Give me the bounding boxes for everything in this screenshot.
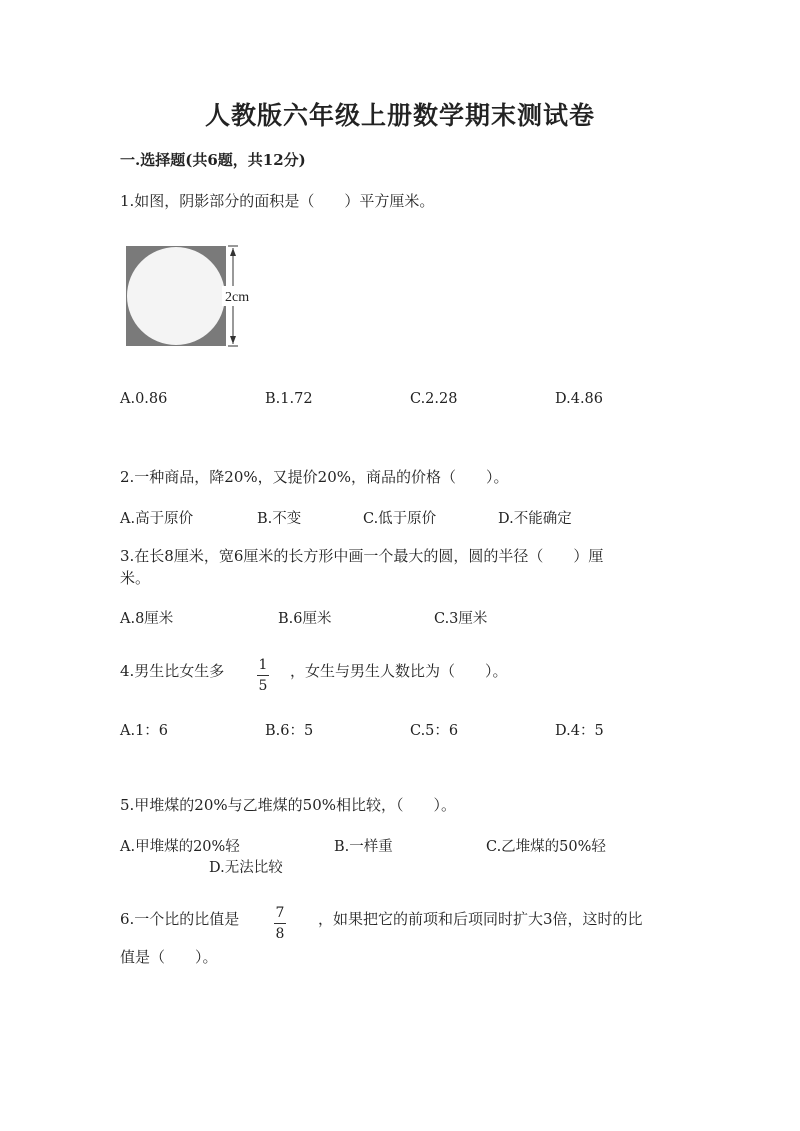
square-circle-figure	[124, 244, 264, 358]
question-6-line-2: 值是（ ）。	[120, 948, 218, 966]
question-4-suffix: ，女生与男生人数比为（ ）。	[290, 662, 508, 680]
q3-option-b: B.6厘米	[278, 611, 332, 627]
arrow-down-icon	[230, 336, 236, 344]
question-6-prefix: 6.一个比的比值是	[120, 910, 240, 928]
dimension-label: 2cm	[225, 290, 250, 305]
question-1-text: 1.如图，阴影部分的面积是（ ）平方厘米。	[120, 192, 435, 210]
q5-option-b: B.一样重	[334, 839, 393, 855]
q4-option-c: C.5：6	[410, 723, 459, 739]
question-5-text: 5.甲堆煤的20%与乙堆煤的50%相比较，（ ）。	[120, 796, 456, 814]
inscribed-circle	[127, 247, 225, 345]
q5-option-c: C.乙堆煤的50%轻	[486, 839, 606, 855]
arrow-up-icon	[230, 248, 236, 256]
q4-option-a: A.1：6	[120, 723, 169, 739]
q6-fraction	[274, 902, 286, 941]
q4-option-b: B.6：5	[265, 723, 314, 739]
q1-option-d: D.4.86	[555, 391, 604, 407]
q5-option-d: D.无法比较	[209, 860, 283, 876]
q1-option-a: A.0.86	[120, 391, 168, 407]
q2-option-d: D.不能确定	[498, 511, 572, 527]
q2-option-a: A.高于原价	[120, 511, 194, 527]
q2-option-b: B.不变	[257, 511, 302, 527]
q4-numerator: 1	[258, 657, 268, 673]
question-3-line-1: 3.在长8厘米，宽6厘米的长方形中画一个最大的圆，圆的半径（ ）厘	[120, 547, 604, 565]
q4-option-d: D.4：5	[555, 723, 604, 739]
q6-denominator: 8	[275, 926, 285, 942]
q3-option-a: A.8厘米	[120, 611, 174, 627]
question-2-text: 2.一种商品，降20%，又提价20%，商品的价格（ ）。	[120, 468, 509, 486]
q1-option-b: B.1.72	[265, 391, 313, 407]
q6-numerator: 7	[275, 905, 285, 921]
question-6-suffix: ，如果把它的前项和后项同时扩大3倍，这时的比	[318, 910, 643, 928]
section-heading: 一.选择题(共6题，共12分)	[120, 151, 306, 169]
q5-option-a: A.甲堆煤的20%轻	[120, 839, 240, 855]
question-4-prefix: 4.男生比女生多	[120, 662, 225, 680]
question-3-line-2: 米。	[120, 569, 151, 587]
q3-option-c: C.3厘米	[434, 611, 488, 627]
page-title: 人教版六年级上册数学期末测试卷	[204, 101, 595, 130]
q2-option-c: C.低于原价	[363, 511, 437, 527]
q1-option-c: C.2.28	[410, 391, 458, 407]
q4-fraction	[257, 654, 269, 693]
q4-denominator: 5	[258, 678, 268, 694]
